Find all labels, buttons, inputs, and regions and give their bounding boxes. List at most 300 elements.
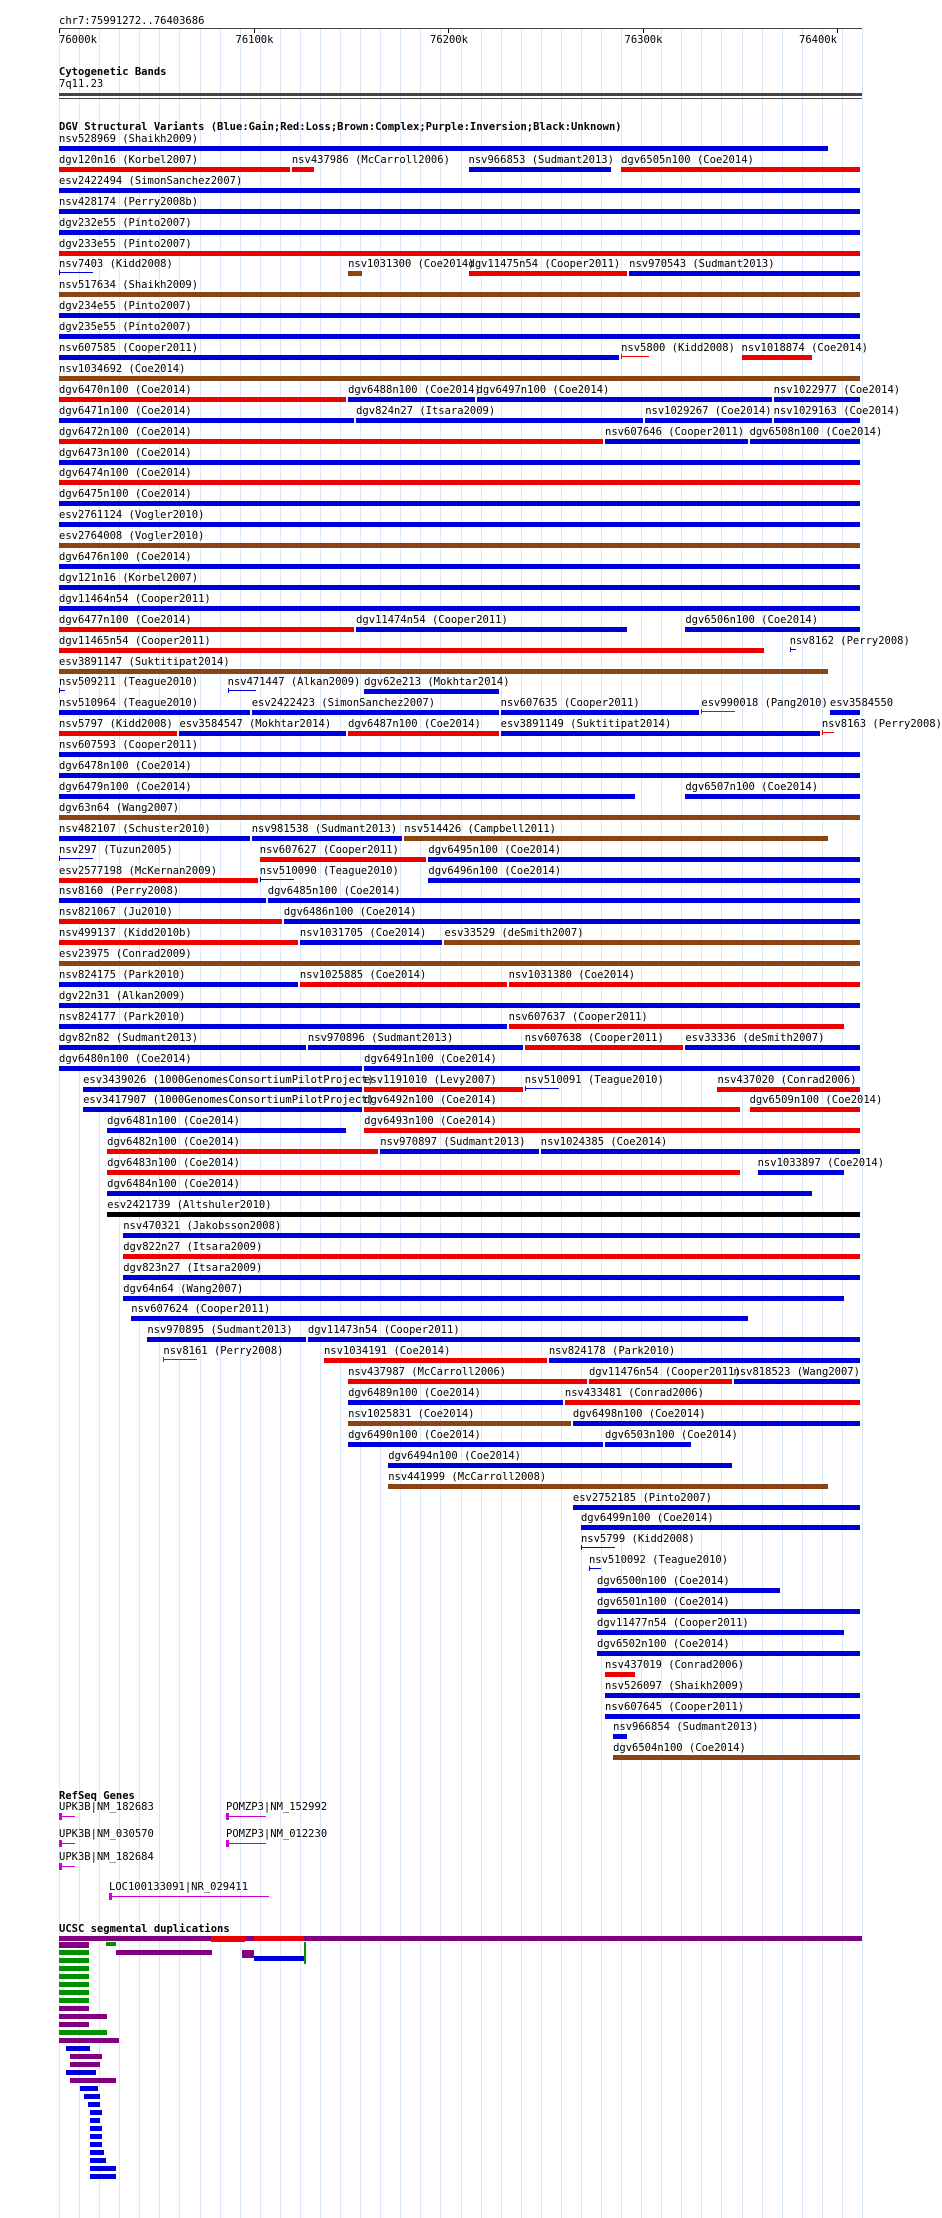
gene-label[interactable]: UPK3B|NM_182684 [59,1851,154,1863]
variant-label[interactable]: nsv528969 (Shaikh2009) [59,133,199,145]
variant-bar[interactable] [388,1484,828,1489]
variant-label[interactable]: nsv514426 (Campbell2011) [404,822,556,835]
variant-label[interactable]: nsv437019 (Conrad2006) [605,1658,745,1671]
variant-bar[interactable] [790,649,796,650]
segdup-block[interactable] [90,2174,116,2179]
variant-bar[interactable] [364,1128,860,1133]
variant-label[interactable]: nsv5797 (Kidd2008) [59,718,173,731]
variant-bar[interactable] [348,731,499,736]
segdup-block[interactable] [59,2006,89,2011]
gene-label[interactable]: LOC100133091|NR_029411 [109,1881,249,1893]
variant-bar[interactable] [59,898,266,903]
variant-label[interactable]: nsv824177 (Park2010) [59,1010,186,1023]
variant-label[interactable]: dgv235e55 (Pinto2007) [59,321,192,334]
variant-label[interactable]: dgv6471n100 (Coe2014) [59,404,192,417]
variant-bar[interactable] [830,710,860,715]
variant-label[interactable]: nsv821067 (Ju2010) [59,906,173,919]
variant-label[interactable]: dgv6493n100 (Coe2014) [364,1115,497,1128]
variant-bar[interactable] [59,564,860,569]
segdup-block[interactable] [90,2158,106,2163]
variant-bar[interactable] [59,439,603,444]
variant-label[interactable]: nsv970897 (Sudmant2013) [380,1136,526,1149]
variant-bar[interactable] [581,1547,615,1548]
gene-label[interactable]: UPK3B|NM_030570 [59,1828,154,1840]
segdup-block[interactable] [59,1966,89,1971]
variant-label[interactable]: dgv6483n100 (Coe2014) [107,1157,240,1170]
variant-bar[interactable] [685,627,860,632]
variant-bar[interactable] [348,1379,587,1384]
variant-bar[interactable] [605,1714,860,1719]
segdup-block[interactable] [116,1950,212,1955]
segdup-block[interactable] [66,2070,96,2075]
variant-label[interactable]: nsv970896 (Sudmant2013) [307,1031,454,1044]
variant-label[interactable]: dgv64n64 (Wang2007) [123,1282,244,1295]
variant-label[interactable]: nsv1024385 (Coe2014) [540,1136,668,1149]
variant-bar[interactable] [541,1149,860,1154]
variant-bar[interactable] [581,1525,860,1530]
variant-bar[interactable] [107,1170,739,1175]
variant-bar[interactable] [59,313,860,318]
variant-bar[interactable] [59,251,860,256]
variant-bar[interactable] [324,1358,547,1363]
variant-bar[interactable] [629,271,860,276]
variant-bar[interactable] [59,690,65,691]
variant-bar[interactable] [123,1233,860,1238]
variant-label[interactable]: dgv6474n100 (Coe2014) [59,467,192,480]
variant-label[interactable]: nsv1025885 (Coe2014) [299,969,427,981]
variant-label[interactable]: dgv6502n100 (Coe2014) [597,1637,730,1650]
variant-label[interactable]: dgv6503n100 (Coe2014) [605,1428,738,1441]
variant-label[interactable]: dgv6498n100 (Coe2014) [572,1407,706,1420]
variant-label[interactable]: nsv517634 (Shaikh2009) [59,279,199,292]
variant-bar[interactable] [300,982,507,987]
variant-bar[interactable] [605,1693,860,1698]
variant-label[interactable]: nsv8160 (Perry2008) [59,885,180,898]
variant-label[interactable]: nsv1031380 (Coe2014) [508,969,636,981]
variant-label[interactable]: dgv6500n100 (Coe2014) [597,1575,730,1588]
variant-label[interactable]: nsv510090 (Teague2010) [259,864,399,877]
gene-model[interactable] [226,1843,266,1844]
segdup-block[interactable] [66,2046,90,2051]
segdup-block[interactable] [90,2142,102,2147]
variant-bar[interactable] [356,418,643,423]
variant-bar[interactable] [573,1421,860,1426]
variant-label[interactable]: nsv607624 (Cooper2011) [131,1303,271,1316]
variant-bar[interactable] [573,1505,860,1510]
variant-bar[interactable] [469,167,612,172]
variant-bar[interactable] [59,648,764,653]
variant-label[interactable]: nsv428174 (Perry2008b) [59,195,199,208]
variant-bar[interactable] [59,460,860,465]
variant-label[interactable]: nsv1029163 (Coe2014) [773,404,901,417]
variant-bar[interactable] [123,1296,844,1301]
variant-bar[interactable] [501,731,820,736]
variant-label[interactable]: dgv6508n100 (Coe2014) [749,425,883,438]
variant-label[interactable]: esv3891147 (Suktitipat2014) [59,655,230,668]
variant-bar[interactable] [597,1609,860,1614]
variant-label[interactable]: dgv6477n100 (Coe2014) [59,613,192,626]
segdup-block[interactable] [59,1942,89,1948]
variant-label[interactable]: esv2422423 (SimonSanchez2007) [251,697,436,710]
variant-label[interactable]: dgv6481n100 (Coe2014) [107,1115,240,1128]
variant-bar[interactable] [605,439,748,444]
variant-bar[interactable] [123,1275,860,1280]
variant-label[interactable]: esv1191010 (Levy2007) [364,1073,497,1086]
variant-label[interactable]: nsv981538 (Sudmant2013) [251,822,398,835]
variant-label[interactable]: dgv6480n100 (Coe2014) [59,1052,192,1065]
variant-label[interactable]: nsv437987 (McCarroll2006) [348,1366,507,1379]
variant-label[interactable]: nsv437986 (McCarroll2006) [291,153,450,166]
variant-label[interactable]: dgv823n27 (Itsara2009) [123,1261,263,1274]
variant-label[interactable]: nsv1034191 (Coe2014) [323,1345,451,1358]
segdup-block[interactable] [90,2110,102,2115]
variant-label[interactable]: nsv470321 (Jakobsson2008) [123,1219,282,1232]
segdup-block[interactable] [59,2022,89,2027]
variant-bar[interactable] [107,1128,346,1133]
variant-label[interactable]: dgv6482n100 (Coe2014) [107,1136,240,1149]
variant-label[interactable]: dgv6478n100 (Coe2014) [59,760,192,772]
variant-label[interactable]: nsv297 (Tuzun2005) [59,843,173,856]
variant-bar[interactable] [308,1045,523,1050]
variant-bar[interactable] [59,669,828,674]
variant-label[interactable]: dgv6475n100 (Coe2014) [59,488,192,501]
variant-label[interactable]: dgv6496n100 (Coe2014) [428,864,562,877]
variant-bar[interactable] [59,606,860,611]
variant-bar[interactable] [59,731,177,736]
variant-bar[interactable] [388,1463,731,1468]
segdup-block[interactable] [106,1942,116,1946]
variant-label[interactable]: dgv6491n100 (Coe2014) [364,1052,497,1065]
segdup-block[interactable] [59,1950,89,1955]
variant-bar[interactable] [260,857,427,862]
variant-bar[interactable] [364,1107,739,1112]
variant-bar[interactable] [501,710,700,715]
variant-label[interactable]: nsv7403 (Kidd2008) [59,258,173,271]
variant-label[interactable]: dgv11477n54 (Cooper2011) [597,1616,749,1629]
variant-label[interactable]: nsv824175 (Park2010) [59,969,186,981]
variant-bar[interactable] [252,710,499,715]
variant-label[interactable]: dgv6507n100 (Coe2014) [685,780,819,793]
variant-bar[interactable] [701,711,735,712]
variant-label[interactable]: dgv6501n100 (Coe2014) [597,1596,730,1608]
variant-bar[interactable] [147,1337,306,1342]
variant-bar[interactable] [59,355,619,360]
variant-label[interactable]: nsv8161 (Perry2008) [163,1345,284,1358]
variant-label[interactable]: nsv1022977 (Coe2014) [773,383,901,396]
variant-label[interactable]: nsv966853 (Sudmant2013) [468,153,614,166]
variant-bar[interactable] [717,1087,860,1092]
variant-bar[interactable] [774,418,860,423]
variant-bar[interactable] [597,1588,780,1593]
variant-label[interactable]: esv3891149 (Suktitipat2014) [500,718,672,731]
variant-label[interactable]: dgv6490n100 (Coe2014) [348,1428,481,1441]
variant-bar[interactable] [59,167,290,172]
variant-bar[interactable] [107,1191,812,1196]
variant-label[interactable]: dgv11464n54 (Cooper2011) [59,592,211,605]
variant-label[interactable]: dgv6504n100 (Coe2014) [613,1742,746,1755]
variant-label[interactable]: dgv822n27 (Itsara2009) [123,1240,263,1253]
segdup-block[interactable] [90,2126,102,2131]
variant-label[interactable]: dgv11476n54 (Cooper2011) [588,1366,741,1379]
variant-bar[interactable] [59,418,354,423]
variant-bar[interactable] [284,919,860,924]
variant-bar[interactable] [59,1066,362,1071]
variant-bar[interactable] [59,982,298,987]
variant-bar[interactable] [59,858,93,859]
variant-bar[interactable] [525,1045,684,1050]
variant-bar[interactable] [605,1442,691,1447]
variant-bar[interactable] [685,794,860,799]
variant-label[interactable]: dgv6506n100 (Coe2014) [685,613,819,626]
variant-bar[interactable] [469,271,628,276]
variant-bar[interactable] [742,355,812,360]
variant-label[interactable]: dgv63n64 (Wang2007) [59,801,180,814]
variant-bar[interactable] [525,1088,559,1089]
variant-bar[interactable] [621,356,649,357]
variant-label[interactable]: nsv607585 (Cooper2011) [59,342,199,354]
variant-label[interactable]: nsv5799 (Kidd2008) [580,1533,695,1546]
variant-bar[interactable] [59,1024,507,1029]
variant-bar[interactable] [348,1421,571,1426]
variant-label[interactable]: nsv607593 (Cooper2011) [59,739,199,752]
variant-label[interactable]: dgv11473n54 (Cooper2011) [307,1324,460,1337]
variant-label[interactable]: dgv6484n100 (Coe2014) [107,1178,240,1190]
variant-label[interactable]: dgv6497n100 (Coe2014) [476,383,610,396]
variant-bar[interactable] [59,480,860,485]
variant-label[interactable]: nsv607635 (Cooper2011) [500,697,640,710]
variant-bar[interactable] [589,1379,732,1384]
variant-bar[interactable] [59,1045,306,1050]
cytoband-track-title[interactable]: Cytogenetic Bands [59,66,167,78]
variant-label[interactable]: dgv22n31 (Alkan2009) [59,989,186,1002]
variant-bar[interactable] [252,836,403,841]
variant-label[interactable]: esv2764008 (Vogler2010) [59,530,205,543]
dgv-track-title[interactable]: DGV Structural Variants (Blue:Gain;Red:Loss;Brown:Complex;Purple:Inversion;Black:Unknown) [59,121,622,133]
variant-bar[interactable] [444,940,860,945]
variant-bar[interactable] [59,188,860,193]
variant-bar[interactable] [428,857,860,862]
variant-bar[interactable] [131,1316,747,1321]
variant-bar[interactable] [107,1149,378,1154]
variant-label[interactable]: nsv1033897 (Coe2014) [757,1157,885,1170]
segdup-block[interactable] [59,1982,89,1987]
variant-label[interactable]: dgv6472n100 (Coe2014) [59,425,192,438]
variant-bar[interactable] [59,627,354,632]
segdup-block[interactable] [59,2038,119,2043]
variant-bar[interactable] [179,731,346,736]
variant-bar[interactable] [59,836,250,841]
variant-label[interactable]: nsv1031705 (Coe2014) [299,927,427,940]
variant-bar[interactable] [107,1212,860,1217]
variant-label[interactable]: esv990018 (Pang2010) [701,697,828,710]
variant-label[interactable]: dgv82n82 (Sudmant2013) [59,1031,199,1044]
variant-label[interactable]: nsv1031300 (Coe2014) [348,258,475,271]
variant-label[interactable]: dgv120n16 (Korbel2007) [59,153,199,166]
variant-bar[interactable] [59,334,860,339]
variant-bar[interactable] [83,1087,362,1092]
segdup-block[interactable] [59,1998,89,2003]
variant-bar[interactable] [356,627,627,632]
variant-label[interactable]: dgv6494n100 (Coe2014) [388,1449,521,1462]
variant-label[interactable]: dgv6473n100 (Coe2014) [59,446,192,459]
variant-label[interactable]: nsv441999 (McCarroll2008) [388,1470,547,1483]
variant-bar[interactable] [59,773,860,778]
variant-bar[interactable] [59,397,346,402]
variant-bar[interactable] [621,167,860,172]
variant-bar[interactable] [750,1107,860,1112]
variant-label[interactable]: nsv8163 (Perry2008) [821,718,942,731]
variant-bar[interactable] [308,1337,860,1342]
variant-label[interactable]: dgv6470n100 (Coe2014) [59,383,192,396]
variant-label[interactable]: dgv234e55 (Pinto2007) [59,300,192,313]
variant-label[interactable]: nsv510092 (Teague2010) [588,1554,729,1567]
variant-label[interactable]: nsv437020 (Conrad2006) [717,1073,857,1086]
variant-label[interactable]: nsv433481 (Conrad2006) [564,1387,704,1399]
gene-label[interactable]: POMZP3|NM_012230 [226,1828,328,1840]
refseq-track-title[interactable]: RefSeq Genes [59,1790,135,1802]
variant-label[interactable]: nsv482107 (Schuster2010) [59,822,211,835]
variant-label[interactable]: esv23975 (Conrad2009) [59,948,192,961]
variant-bar[interactable] [758,1170,844,1175]
variant-bar[interactable] [292,167,314,172]
variant-bar[interactable] [565,1400,860,1405]
variant-bar[interactable] [750,439,860,444]
variant-bar[interactable] [380,1149,539,1154]
variant-label[interactable]: nsv509211 (Teague2010) [59,676,199,689]
variant-label[interactable]: esv33529 (deSmith2007) [444,927,584,940]
segdup-block[interactable] [59,1974,89,1979]
variant-label[interactable]: dgv121n16 (Korbel2007) [59,571,199,584]
variant-label[interactable]: nsv966854 (Sudmant2013) [613,1721,759,1734]
variant-label[interactable]: dgv6488n100 (Coe2014) [348,383,481,396]
variant-label[interactable]: nsv824178 (Park2010) [548,1345,676,1358]
variant-bar[interactable] [59,522,860,527]
variant-label[interactable]: nsv970895 (Sudmant2013) [147,1324,293,1337]
segdup-block[interactable] [59,2030,107,2035]
variant-label[interactable]: nsv607646 (Cooper2011) [605,425,745,438]
variant-bar[interactable] [59,146,828,151]
segdup-block[interactable] [254,1936,304,1941]
segdup-block[interactable] [84,2094,100,2099]
variant-label[interactable]: esv3584547 (Mokhtar2014) [179,718,332,731]
variant-label[interactable]: nsv607645 (Cooper2011) [605,1700,745,1713]
variant-label[interactable]: nsv499137 (Kidd2010b) [59,927,192,940]
variant-label[interactable]: esv3584550 [829,697,894,710]
variant-bar[interactable] [822,732,834,733]
segdup-block[interactable] [242,1950,254,1958]
variant-label[interactable]: nsv5800 (Kidd2008) [621,342,735,354]
variant-label[interactable]: nsv1025831 (Coe2014) [348,1407,475,1420]
variant-bar[interactable] [59,501,860,506]
variant-bar[interactable] [59,919,282,924]
segdup-block[interactable] [90,2118,100,2123]
variant-label[interactable]: nsv471447 (Alkan2009) [227,676,361,689]
variant-label[interactable]: nsv1029267 (Coe2014) [645,404,772,417]
variant-bar[interactable] [59,752,860,757]
variant-label[interactable]: dgv6505n100 (Coe2014) [621,153,754,166]
variant-label[interactable]: dgv6487n100 (Coe2014) [348,718,481,731]
variant-label[interactable]: nsv510964 (Teague2010) [59,697,199,710]
variant-label[interactable]: dgv6509n100 (Coe2014) [749,1094,883,1107]
variant-label[interactable]: esv3439026 (1000GenomesConsortiumPilotProject) [83,1073,374,1086]
segdup-block[interactable] [304,1942,306,1964]
variant-label[interactable]: dgv6495n100 (Coe2014) [428,843,562,856]
variant-bar[interactable] [268,898,860,903]
variant-bar[interactable] [597,1630,844,1635]
variant-label[interactable]: dgv6489n100 (Coe2014) [348,1387,481,1399]
variant-bar[interactable] [477,397,772,402]
segdup-block[interactable] [59,1936,862,1941]
segdup-block[interactable] [59,2014,107,2019]
segdup-block[interactable] [70,2054,102,2059]
variant-label[interactable]: dgv232e55 (Pinto2007) [59,216,192,229]
variant-label[interactable]: dgv62e213 (Mokhtar2014) [364,676,510,689]
variant-bar[interactable] [589,1568,601,1569]
variant-bar[interactable] [605,1672,635,1677]
variant-bar[interactable] [549,1358,860,1363]
variant-bar[interactable] [163,1359,197,1360]
variant-bar[interactable] [348,1442,603,1447]
variant-bar[interactable] [59,1003,860,1008]
gene-model[interactable] [109,1896,269,1897]
variant-bar[interactable] [597,1651,860,1656]
variant-label[interactable]: esv2761124 (Vogler2010) [59,509,205,522]
segdup-block[interactable] [59,1990,89,1995]
variant-bar[interactable] [364,1087,523,1092]
variant-bar[interactable] [59,585,860,590]
variant-label[interactable]: nsv970543 (Sudmant2013) [629,258,775,271]
variant-label[interactable]: esv2421739 (Altshuler2010) [107,1198,272,1211]
variant-label[interactable]: nsv1034692 (Coe2014) [59,362,186,375]
variant-label[interactable]: dgv233e55 (Pinto2007) [59,237,192,250]
variant-label[interactable]: nsv607638 (Cooper2011) [524,1031,664,1044]
variant-bar[interactable] [59,230,860,235]
variant-label[interactable]: dgv6486n100 (Coe2014) [283,906,417,919]
variant-bar[interactable] [59,878,258,883]
variant-label[interactable]: nsv607627 (Cooper2011) [259,843,399,856]
variant-bar[interactable] [774,397,860,402]
variant-label[interactable]: esv3417907 (1000GenomesConsortiumPilotProject) [83,1094,374,1107]
variant-label[interactable]: dgv11474n54 (Cooper2011) [356,613,508,626]
segdup-block[interactable] [88,2102,100,2107]
variant-bar[interactable] [348,1400,563,1405]
variant-label[interactable]: dgv6476n100 (Coe2014) [59,551,192,563]
variant-bar[interactable] [59,209,860,214]
segdup-block[interactable] [59,1958,89,1963]
variant-bar[interactable] [260,879,294,880]
variant-bar[interactable] [734,1379,860,1384]
variant-bar[interactable] [348,271,362,276]
variant-bar[interactable] [645,418,771,423]
variant-label[interactable]: nsv8162 (Perry2008) [789,634,910,647]
variant-label[interactable]: dgv11465n54 (Cooper2011) [59,634,211,647]
gene-label[interactable]: UPK3B|NM_182683 [59,1801,154,1813]
variant-label[interactable]: dgv6479n100 (Coe2014) [59,780,192,793]
variant-bar[interactable] [685,1045,860,1050]
variant-label[interactable]: esv2422494 (SimonSanchez2007) [59,174,243,187]
variant-label[interactable]: esv2577198 (McKernan2009) [59,864,218,877]
variant-bar[interactable] [613,1734,627,1739]
variant-label[interactable]: dgv11475n54 (Cooper2011) [468,258,621,271]
variant-bar[interactable] [59,961,860,966]
variant-label[interactable]: nsv526097 (Shaikh2009) [605,1679,745,1692]
variant-bar[interactable] [613,1755,860,1760]
variant-bar[interactable] [123,1254,860,1259]
segdup-block[interactable] [70,2062,100,2067]
variant-label[interactable]: dgv6485n100 (Coe2014) [267,885,401,898]
segdup-track-title[interactable]: UCSC segmental duplications [59,1923,230,1935]
variant-bar[interactable] [59,272,93,273]
